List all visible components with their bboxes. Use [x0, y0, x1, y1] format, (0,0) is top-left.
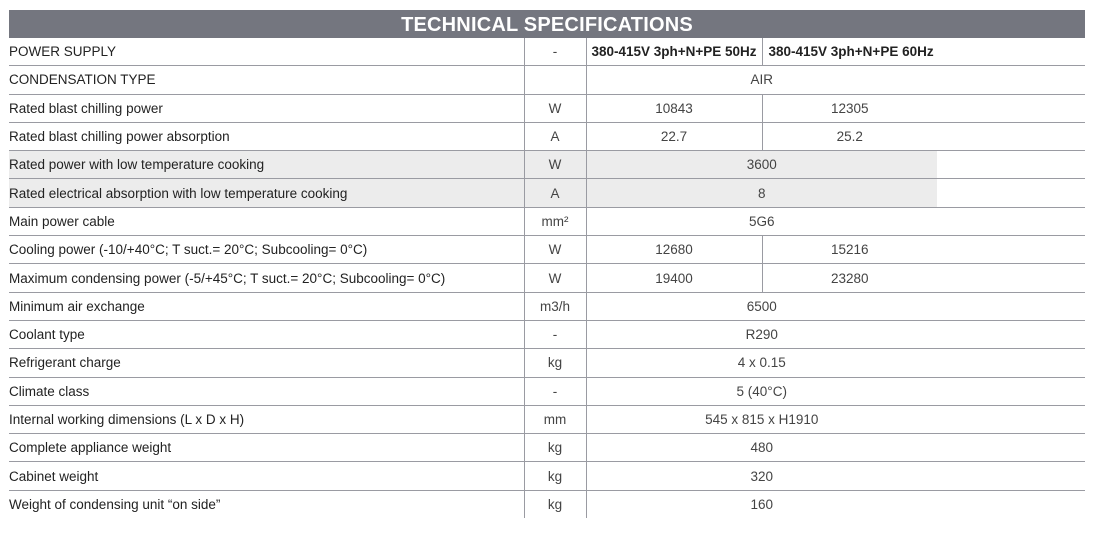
row-unit: kg [524, 434, 586, 462]
row-value: 320 [586, 462, 937, 490]
table-row [9, 94, 1085, 122]
table-row [9, 38, 1085, 66]
row-value: 3600 [586, 151, 937, 179]
row-unit: - [524, 320, 586, 348]
table-row [9, 377, 1085, 405]
value-50hz: 22.7 [586, 122, 762, 150]
row-label: POWER SUPPLY [9, 38, 524, 66]
row-unit: kg [524, 490, 586, 518]
row-unit: kg [524, 462, 586, 490]
row-unit: mm² [524, 207, 586, 235]
value-60hz: 23280 [762, 264, 937, 292]
row-value: 160 [750, 496, 774, 512]
table-row [9, 236, 1085, 264]
table-row [9, 490, 1085, 518]
row-label: Main power cable [9, 207, 524, 235]
table-row [9, 66, 1085, 94]
value-50hz: 10843 [586, 94, 762, 122]
row-label: Refrigerant charge [9, 349, 524, 377]
row-value: 5G6 [586, 207, 937, 235]
table-row [9, 405, 1085, 433]
row-unit: W [524, 264, 586, 292]
table-row [9, 320, 1085, 348]
row-value: 480 [586, 434, 937, 462]
table-row [9, 151, 1085, 179]
table-row [9, 462, 1085, 490]
row-label: Rated power with low temperature cooking [9, 151, 524, 179]
row-label: Rated blast chilling power absorption [9, 122, 524, 150]
row-unit: m3/h [524, 292, 586, 320]
row-unit [524, 66, 586, 94]
table-row [9, 349, 1085, 377]
table-row [9, 122, 1085, 150]
table-row [9, 179, 1085, 207]
row-label: Minimum air exchange [9, 292, 524, 320]
row-value: AIR [586, 66, 937, 94]
row-unit: A [524, 122, 586, 150]
row-unit: - [524, 38, 586, 66]
value-60hz: 25.2 [762, 122, 937, 150]
row-value: 6500 [586, 292, 937, 320]
row-value: 5 (40°C) [586, 377, 937, 405]
value-60hz: 15216 [762, 236, 937, 264]
table-row [9, 207, 1085, 235]
row-label: Cooling power (-10/+40°C; T suct.= 20°C; Subcooling= 0°C) [9, 236, 524, 264]
value-60hz: 380-415V 3ph+N+PE 60Hz [762, 38, 1085, 66]
value-50hz: 19400 [586, 264, 762, 292]
value-60hz: 12305 [762, 94, 937, 122]
row-label: Weight of condensing unit “on side” [9, 496, 221, 512]
row-value: 4 x 0.15 [586, 349, 937, 377]
table-row [9, 264, 1085, 292]
row-unit: W [524, 151, 586, 179]
row-label: Maximum condensing power (-5/+45°C; T suct.= 20°C; Subcooling= 0°C) [9, 264, 524, 292]
table-title: TECHNICAL SPECIFICATIONS [9, 10, 1085, 38]
row-label: Rated blast chilling power [9, 94, 524, 122]
row-label: Coolant type [9, 320, 524, 348]
row-value: 8 [586, 179, 937, 207]
row-unit: kg [524, 349, 586, 377]
table-row [9, 292, 1085, 320]
row-unit: W [524, 94, 586, 122]
spec-table [9, 38, 1085, 518]
row-unit: W [524, 236, 586, 264]
value-50hz: 380-415V 3ph+N+PE 50Hz [586, 38, 762, 66]
row-value: 545 x 815 x H1910 [586, 405, 937, 433]
row-label: Complete appliance weight [9, 434, 524, 462]
row-unit: mm [524, 405, 586, 433]
row-label: CONDENSATION TYPE [9, 66, 524, 94]
table-row [9, 434, 1085, 462]
row-unit: - [524, 377, 586, 405]
row-label: Climate class [9, 377, 524, 405]
row-label: Cabinet weight [9, 462, 524, 490]
value-50hz: 12680 [586, 236, 762, 264]
row-unit: A [524, 179, 586, 207]
row-label: Rated electrical absorption with low temperature cooking [9, 179, 524, 207]
row-value: R290 [586, 320, 937, 348]
row-label: Internal working dimensions (L x D x H) [9, 405, 524, 433]
